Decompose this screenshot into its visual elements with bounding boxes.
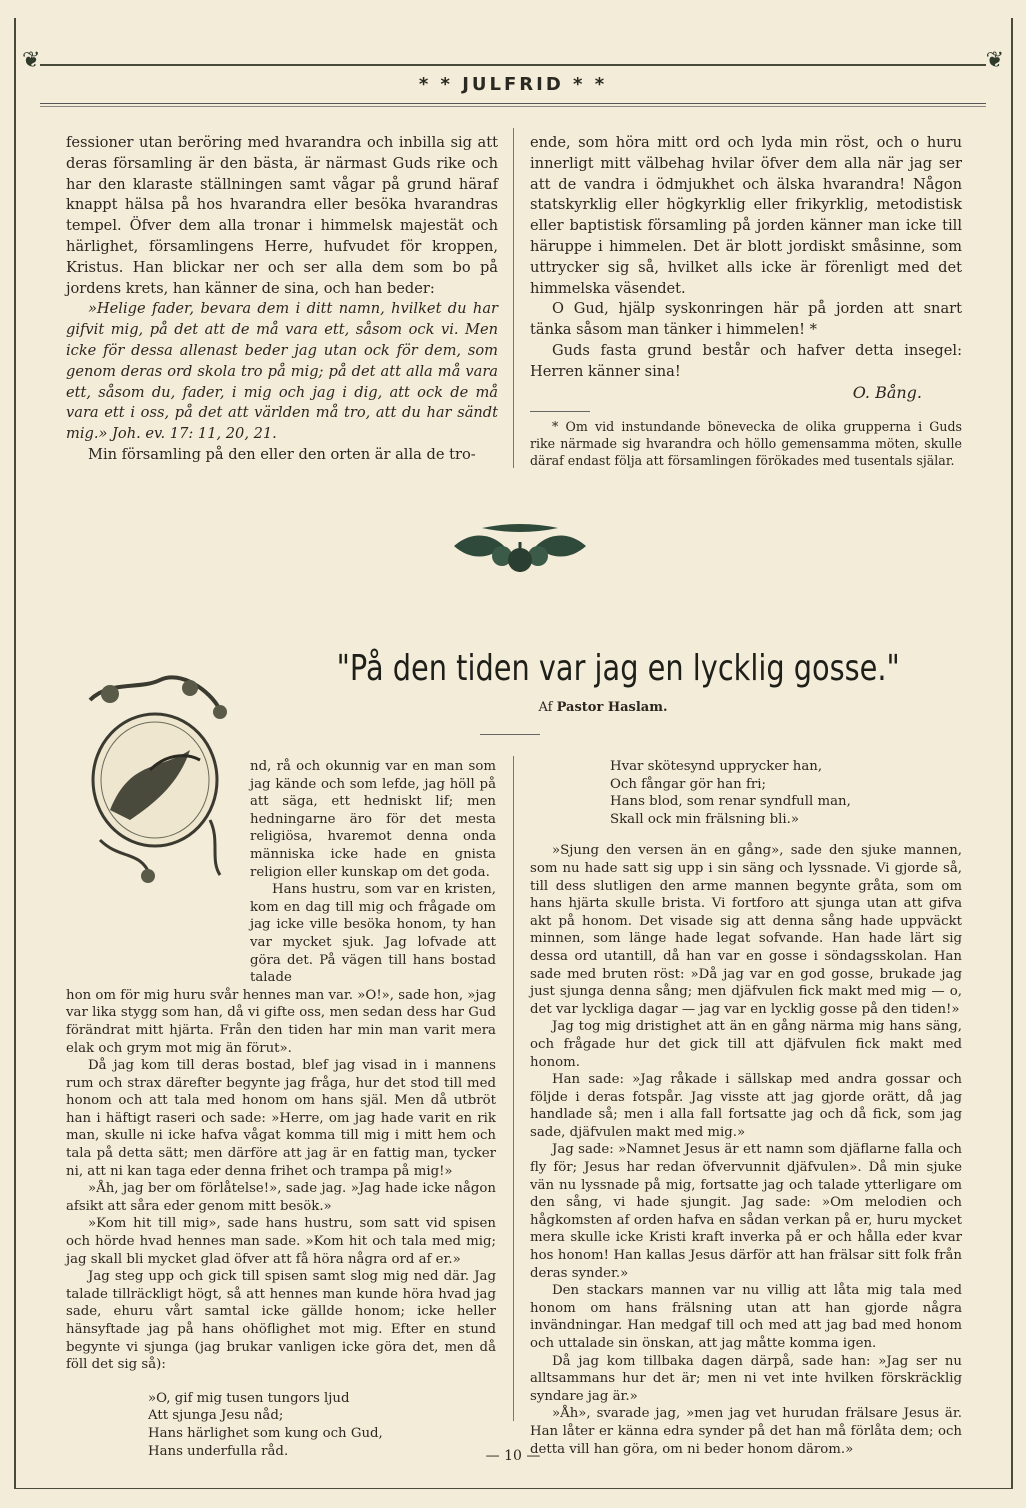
- article1-left-column: [66, 133, 498, 466]
- footnote-rule: [530, 411, 590, 412]
- hymn-verse-2: [610, 758, 962, 828]
- hymn-line: Hvar skötesynd upprycker han,: [610, 759, 823, 774]
- story-right-paragraph-2: Jag tog mig dristighet att än en gång närma mig hans säng, och frågade hur det gick till att djäfvulen fick makt med honom.: [530, 1019, 962, 1070]
- article1-left-paragraph-3: Min församling på den eller den orten är alla de tro-: [88, 445, 476, 463]
- story-opening-paragraph: nd, rå och okunnig var en man som jag kände och som lefde, jag höll på att säga, ett hedniskt lif; men hedningarne äro för det mesta religiösa, hvaremot denna onda människa icke hade en gnista religion eller kunskap om det goda.: [250, 759, 496, 880]
- author-name: Pastor Haslam.: [556, 700, 668, 715]
- title-rule: [480, 734, 540, 735]
- article1-right-paragraph-3: Guds fasta grund består och hafver detta insegel: Herren känner sina!: [530, 341, 962, 380]
- hymn-line: Och fångar gör han fri;: [610, 776, 766, 792]
- hymn-line: Att sjunga Jesu nåd;: [148, 1408, 284, 1424]
- story-right-paragraph-6: Då jag kom tillbaka dagen därpå, sade han: »Jag ser nu alltsammans hur det är; men ni vet inte hvilken förskräcklig syndare jag är.»: [530, 1353, 962, 1404]
- page-number: — 10 —: [485, 1448, 541, 1464]
- story-left-paragraph-5: Jag steg upp och gick till spisen samt slog mig ned där. Jag talade tillräckligt högt, så att hennes man kunde höra hvad jag sade, ehuru vårt samtal icke gällde honom; icke heller hänsyftade jag på hans ohöflighet mot mig. Efter en stund begynte vi sjunga (jag brukar vanligen icke göra det, men då föll det sig så):: [66, 1269, 496, 1373]
- story-right-paragraph-5: Den stackars mannen var nu villig att låta mig tala med honom om hans frälsning utan att han gjorde några invändningar. Han medgaf till och med att jag bad med honom och uttalade sin önskan, att jag måtte komma igen.: [530, 1283, 962, 1351]
- article1-right-paragraph-1: ende, som höra mitt ord och lyda min röst, och o huru innerligt mitt välbehag hvilar öfver dem alla när jag ser att de vandra i ödmjukhet och älska hvarandra! Någon statskyrklig eller högkyrklig eller frikyrklig, metodistisk eller baptistisk församling på jorden känner man icke till häruppe i himmelen. Det är blott jordiskt småsinne, som uttrycker sig så, hvilket alls icke är förenligt med det himmelska väsendet.: [530, 134, 962, 297]
- story-left-column: [66, 758, 496, 1460]
- story-byline: [180, 700, 1026, 715]
- story-title: "På den tiden var jag en lycklig gosse.": [336, 648, 900, 689]
- story-right-column: [530, 758, 962, 1458]
- article1-right-column: [530, 133, 962, 469]
- story-right-paragraph-3: Han sade: »Jag råkade i sällskap med andra gossar och följde i deras fotspår. Jag visste att jag gjorde orätt, då jag handlade så; men i alla fall fortsatte jag och då fick, som jag sade, djäfvulen makt med mig.»: [530, 1072, 962, 1140]
- hymn-line: Hans härlighet som kung och Gud,: [148, 1425, 383, 1441]
- story-left-paragraph-1: hon om för mig huru svår hennes man var. »O!», sade hon, »jag var lika stygg som han, då vi gifte oss, men sedan dess har Gud förändrat mitt hjärta. Från den tiden har min man varit mera elak och grym mot mig än förut».: [66, 987, 496, 1056]
- column-divider: [513, 128, 514, 468]
- magazine-title: * * JULFRID * *: [418, 74, 608, 95]
- signature: O. Bång.: [852, 382, 922, 402]
- story-right-paragraph-4: Jag sade: »Namnet Jesus är ett namn som djäflarne falla och fly för; Jesus har redan öfvervunnit djäfvulen». Då min sjuke vän nu lyssnade på mig, fortsatte jag och talade ytterligare om den sång, vi hade sjungit. Jag sade: »Om melodien och hågkomsten af orden hafva en sådan verkan på er, huru mycket mera skulle icke Kristi kraft inverka på er och hålla eder kvar hos honom! Han kallas Jesus därför att han frälsar sitt folk från deras synder.»: [530, 1142, 962, 1281]
- corner-ornament-left-icon: ❦: [22, 48, 41, 73]
- story-left-paragraph-2: Då jag kom till deras bostad, blef jag visad in i mannens rum och strax därefter begynte jag fråga, hur det stod till med honom och att tala med honom om hans själ. Men då utbröt han i häftigt raseri och sade: »Herre, om jag hade varit en rik man, skulle ni icke hafva vågat komma till mig i mitt hem och tala på detta sätt; men därföre att jag är en fattig man, tycker ni, att ni kan taga eder denna frihet och trampa på mig!»: [66, 1058, 496, 1179]
- story-left-paragraph-4: »Kom hit till mig», sade hans hustru, som satt vid spisen och hörde hvad hennes man sade. »Kom hit och tala med mig; jag skall bli mycket glad öfver att få höra några ord af er.»: [66, 1216, 496, 1267]
- corner-ornament-right-icon: ❦: [985, 48, 1004, 73]
- story-column-divider: [513, 756, 514, 1421]
- article1-right-paragraph-2: O Gud, hjälp syskonringen här på jorden att snart tänka såsom man tänker i himmelen! *: [530, 300, 962, 339]
- story-right-paragraph-7: »Åh», svarade jag, »men jag vet hurudan frälsare Jesus är. Han låter er känna edra synder på det han må förlåta dem; och detta vill han göra, om ni beder honom därom.»: [530, 1406, 962, 1457]
- story-paragraph-wrap-2: Hans hustru, som var en kristen, kom en dag till mig och frågade om jag icke ville besöka honom, ty han var mycket sjuk. Jag lofvade att göra det. På vägen till hans bostad talade: [250, 882, 496, 986]
- header-line: [40, 64, 986, 66]
- article1-left-paragraph-2: »Helige fader, bevara dem i ditt namn, hvilket du har gifvit mig, på det att de må vara ett, såsom ock vi. Men icke för dessa allenast beder jag utan ock för dem, som genom deras ord skola tro på mig; på det att alla må vara ett, såsom du, fader, i mig och jag i dig, att ock de må vara ett i oss, på det att världen må tro, att du har sändt mig.» Joh. ev. 17: 11, 20, 21.: [66, 300, 498, 443]
- hymn-line: »O, gif mig tusen tungors ljud: [148, 1390, 350, 1406]
- hymn-line: Hans underfulla råd.: [148, 1443, 289, 1459]
- hymn-line: Hans blod, som renar syndfull man,: [610, 794, 851, 810]
- footnote: * Om vid instundande bönevecka de olika grupperna i Guds rike närmade sig hvarandra och höllo gemensamma möten, skulle däraf endast följa att församlingen förökades med tusentals själar.: [530, 419, 962, 469]
- story-left-paragraph-3: »Åh, jag ber om förlåtelse!», sade jag. »Jag hade icke någon afsikt att såra eder genom mitt besök.»: [66, 1181, 496, 1214]
- byline-prefix: Af: [538, 700, 553, 715]
- article1-left-paragraph-1: fessioner utan beröring med hvarandra och inbilla sig att deras församling är den bästa, är närmast Guds rike och har den klaraste ställningen samt vågar på grund häraf knappt hälsa på hos hvarandra eller besöka hvarandras tempel. Öfver dem alla tronar i himmelsk majestät och härlighet, församlingens Herre, hufvudet för kroppen, Kristus. Han blickar ner och ser alla dem som bo på jordens krets, han känner de sina, och han beder:: [66, 134, 498, 297]
- hymn-line: Skall ock min frälsning bli.»: [610, 811, 799, 827]
- floral-ornament-icon: [452, 520, 588, 576]
- header-rule: [40, 103, 986, 107]
- story-right-paragraph-1: »Sjung den versen än en gång», sade den sjuke mannen, som nu hade satt sig upp i sin säng och lyssnade. Vi gjorde så, till dess slutligen den arme mannen begynte gråta, som om hans hjärta skulle brista. Vi fortforo att sjunga utan att gifva akt på honom. Det visade sig att denna sång hade uppväckt minnen, som länge hade legat sofvande. Han hade lärt sig dessa ord utantill, då han var en gosse i söndagsskolan. Han sade med bruten röst: »Då jag var en god gosse, brukade jag just sjunga denna sång; men djäfvulen fick makt med mig — o, det var lyckliga dagar — jag var en lycklig gosse på den tiden!»: [530, 843, 962, 1017]
